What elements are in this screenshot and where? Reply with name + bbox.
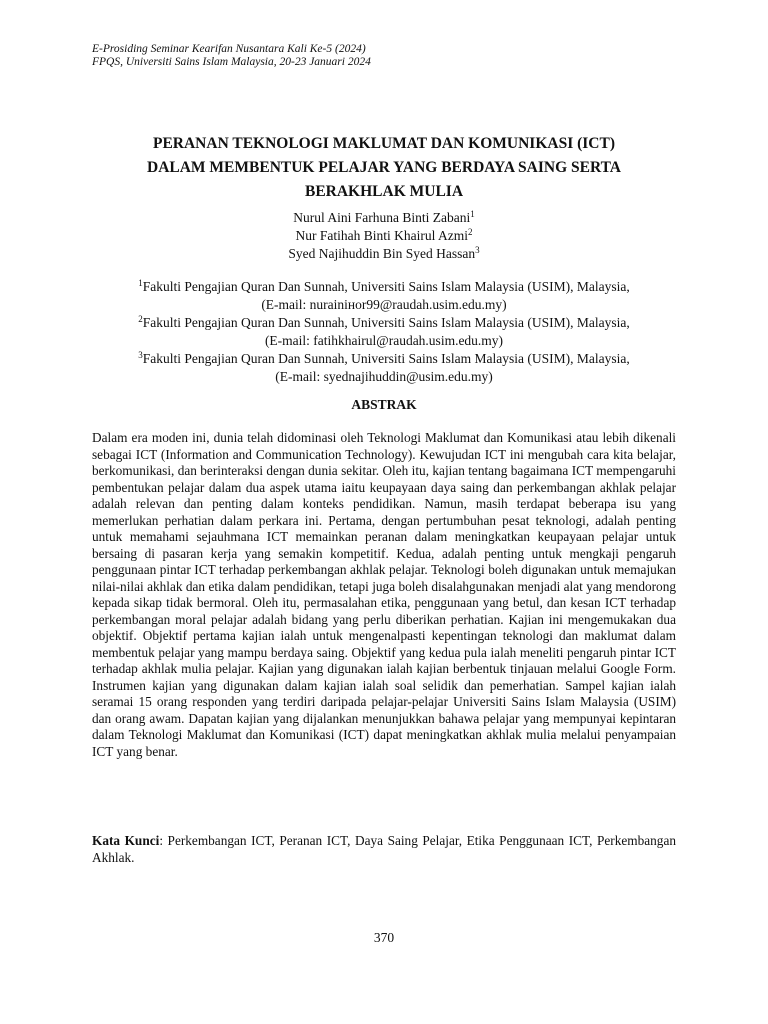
abstract-body: Dalam era moden ini, dunia telah didominasi oleh Teknologi Maklumat dan Komunikasi atau lebih dikenali sebagai ICT (Information and Communication Technology). Kewujudan ICT ini mengubah cara kita belajar, berkomunikasi, dan berinteraksi dengan dunia sekitar. Oleh itu, kajian tentang bagaimana ICT mempengaruhi pembentukan pelajar dalam dua aspek utama iaitu keupayaan daya saing dan perkembangan akhlak pelajar adalah relevan dan penting dalam konteks pendidikan. Namun, masih terdapat beberapa isu yang memerlukan perhatian dalam perkara ini. Pertama, dengan pertumbuhan pesat teknologi, adalah penting untuk memahami sejauhmana ICT memainkan peranan dalam meningkatkan keupayaan pelajar untuk bersaing di pasaran kerja yang semakin kompetitif. Kedua, adalah penting untuk mengkaji pengaruh penggunaan pintar ICT terhadap perkembangan akhlak pelajar. Teknologi boleh digunakan untuk memajukan nilai-nilai akhlak dan etika dalam pendidikan, tetapi juga boleh disalahgunakan menjadi alat yang mendorong kepada sikap tidak bermoral. Oleh itu, permasalahan etika, penggunaan yang betul, dan kesan ICT terhadap perkembangan moral pelajar adalah bidang yang perlu diberikan perhatian. Kajian ini mengemukakan dua objektif. Objektif pertama kajian ialah untuk mengenalpasti kepentingan teknologi dan maklumat dalam membentuk pelajar yang mampu berdaya saing. Objektif yang kedua pula ialah meneliti pengaruh pintar ICT terhadap akhlak mulia pelajar. Kajian yang digunakan ialah kajian berbentuk tinjauan melalui Google Form. Instrumen kajian yang digunakan dalam kajian ialah soal selidik dan pemerhatian. Sampel kajian ialah seramai 15 orang responden yang terdiri daripada pelajar-pelajar Universiti Sains Islam Malaysia (USIM) dan orang awam. Dapatan kajian yang dijalankan menunjukkan bahawa pelajar yang mempunyai kepintaran dalam Teknologi Maklumat dan Komunikasi (ICT) dapat meningkatkan akhlak mulia melalui penyampaian ICT yang benar. xyxy=(92,430,676,759)
affiliation-2-email: (E-mail: fatihkhairul@raudah.usim.edu.my) xyxy=(264,333,504,348)
keywords-label: Kata Kunci xyxy=(92,833,160,848)
author-list xyxy=(92,209,676,263)
author-1-name: Nurul Aini Farhuna Binti Zabani xyxy=(293,210,471,225)
affiliation-3 xyxy=(92,350,676,368)
page-number: 370 xyxy=(373,930,395,945)
header-line-1: E-Prosiding Seminar Kearifan Nusantara Kali Ke-5 (2024) xyxy=(92,43,366,55)
author-3 xyxy=(92,245,676,263)
affiliation-3-email: (E-mail: syednajihuddin@usim.edu.my) xyxy=(275,369,493,384)
title-line-1: PERANAN TEKNOLOGI MAKLUMAT DAN KOMUNIKASI (ICT) xyxy=(152,135,615,152)
affiliation-3-sup: 3 xyxy=(138,350,143,360)
paper-title xyxy=(92,132,676,204)
author-3-name: Syed Najihuddin Bin Syed Hassan xyxy=(288,246,476,261)
author-2 xyxy=(92,227,676,245)
author-1 xyxy=(92,209,676,227)
title-line-2: DALAM MEMBENTUK PELAJAR YANG BERDAYA SAING SERTA xyxy=(147,159,621,176)
affiliation-1-email: (E-mail: nurainінor99@raudah.usim.edu.my) xyxy=(261,297,507,312)
author-3-sup: 3 xyxy=(475,245,480,255)
affiliation-1 xyxy=(92,278,676,296)
affiliation-2-text: Fakulti Pengajian Quran Dan Sunnah, Universiti Sains Islam Malaysia (USIM), Malaysia, xyxy=(142,315,630,330)
keywords-paragraph xyxy=(92,832,676,866)
abstract-heading: ABSTRAK xyxy=(351,397,417,412)
header-line-2: FPQS, Universiti Sains Islam Malaysia, 20-23 Januari 2024 xyxy=(92,56,371,68)
affiliation-list xyxy=(92,278,676,386)
title-line-3: BERAKHLAK MULIA xyxy=(304,183,464,200)
author-2-sup: 2 xyxy=(467,227,473,237)
author-2-name: Nur Fatihah Binti Khairul Azmi xyxy=(295,228,468,243)
keywords-text: : Perkembangan ICT, Peranan ICT, Daya Saing Pelajar, Etika Penggunaan ICT, Perkembangan Akhlak. xyxy=(92,833,676,865)
affiliation-2 xyxy=(92,314,676,332)
affiliation-1-text: Fakulti Pengajian Quran Dan Sunnah, Universiti Sains Islam Malaysia (USIM), Malaysia, xyxy=(142,279,630,294)
author-1-sup: 1 xyxy=(470,209,475,219)
affiliation-1-sup: 1 xyxy=(138,278,143,288)
proceedings-header xyxy=(92,43,371,69)
affiliation-2-sup: 2 xyxy=(138,314,143,324)
affiliation-3-text: Fakulti Pengajian Quran Dan Sunnah, Universiti Sains Islam Malaysia (USIM), Malaysia, xyxy=(142,351,630,366)
